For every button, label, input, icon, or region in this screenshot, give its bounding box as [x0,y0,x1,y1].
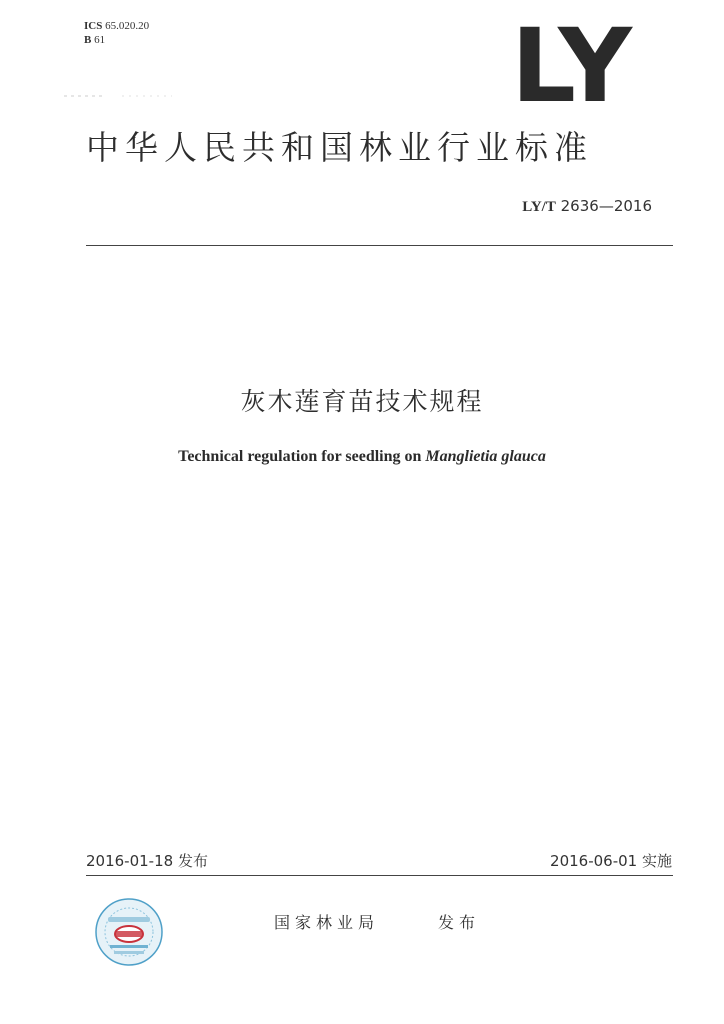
ics-label: ICS [84,20,103,32]
standard-number [522,197,652,216]
standard-number-value: 2636—2016 [560,197,652,215]
document-title-chinese: 灰木莲育苗技术规程 [240,387,484,416]
issuer-name: 国家林业局 [274,913,380,932]
classification-codes [84,19,149,47]
ccs-label: B [84,34,92,46]
certification-seal-icon [94,897,164,967]
ccs-line [84,33,149,47]
scan-artifact [62,92,182,100]
ics-line [84,19,149,33]
implementation-date: 2016-06-01 实施 [550,852,672,870]
header-divider [86,245,673,246]
document-title-english [0,448,724,466]
standard-category: 中华人民共和国林业行业标准 [86,128,593,167]
ics-code: 65.020.20 [105,20,150,32]
standard-number-prefix: LY/T [522,199,556,215]
title-english-text: Technical regulation for seedling on [178,448,422,465]
issue-date: 2016-01-18 发布 [86,852,208,870]
footer-divider [86,875,673,876]
ly-logo: LY [511,7,630,126]
title-english-species: Manglietia glauca [425,448,546,465]
ccs-code: 61 [94,34,106,46]
issuer-action: 发布 [438,913,481,932]
